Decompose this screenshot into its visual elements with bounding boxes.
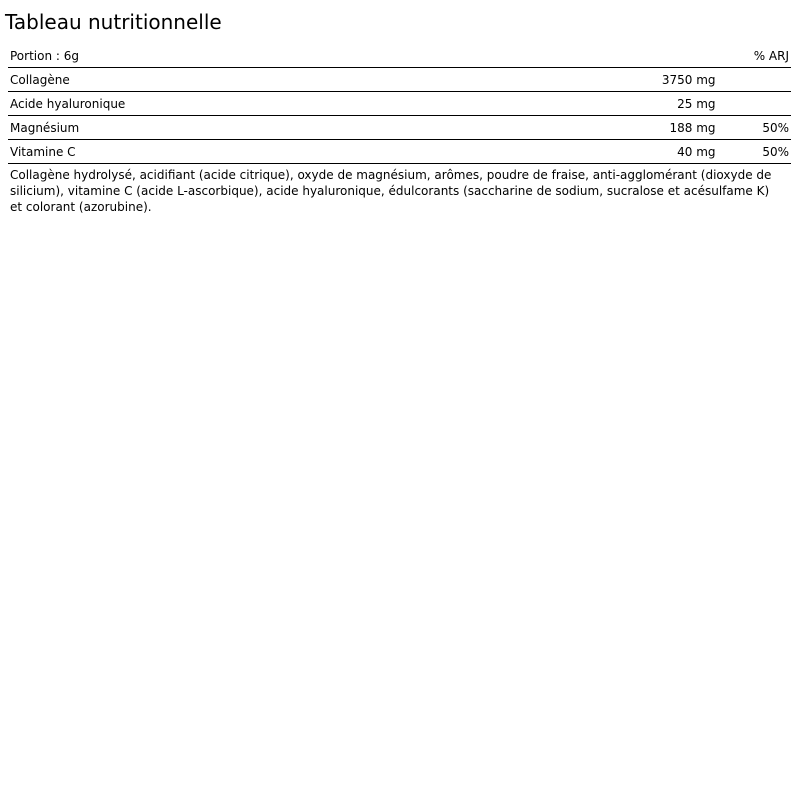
nutrition-table xyxy=(8,44,791,164)
nutrient-name: Acide hyaluronique xyxy=(10,96,126,111)
nutrient-arj xyxy=(718,92,791,116)
page-title: Tableau nutritionnelle xyxy=(5,10,222,34)
nutrient-amount: 25 mg xyxy=(677,96,716,111)
table-header-row xyxy=(8,44,791,68)
table-row xyxy=(8,116,791,140)
nutrient-arj xyxy=(718,68,791,92)
ingredients-text: Collagène hydrolysé, acidifiant (acide citrique), oxyde de magnésium, arômes, poudre de fraise, anti-agglomérant (dioxyde de silicium), vitamine C (acide L-ascorbique), acide hyaluronique, édulcorants (saccharine de sodium, sucralose et acésulfame K) et colorant (azorubine). xyxy=(10,168,772,214)
nutrient-name: Vitamine C xyxy=(10,144,76,159)
nutrient-arj: 50% xyxy=(762,120,789,135)
nutrient-arj: 50% xyxy=(762,144,789,159)
table-row xyxy=(8,68,791,92)
nutrient-amount: 40 mg xyxy=(677,144,716,159)
nutrient-name: Collagène xyxy=(10,72,70,87)
table-row xyxy=(8,140,791,164)
table-row xyxy=(8,92,791,116)
amount-header xyxy=(545,44,717,68)
nutrient-name: Magnésium xyxy=(10,120,80,135)
arj-header: % ARJ xyxy=(753,48,789,63)
nutrient-amount: 188 mg xyxy=(669,120,716,135)
nutrient-amount: 3750 mg xyxy=(661,72,716,87)
portion-label: Portion : 6g xyxy=(10,48,79,63)
